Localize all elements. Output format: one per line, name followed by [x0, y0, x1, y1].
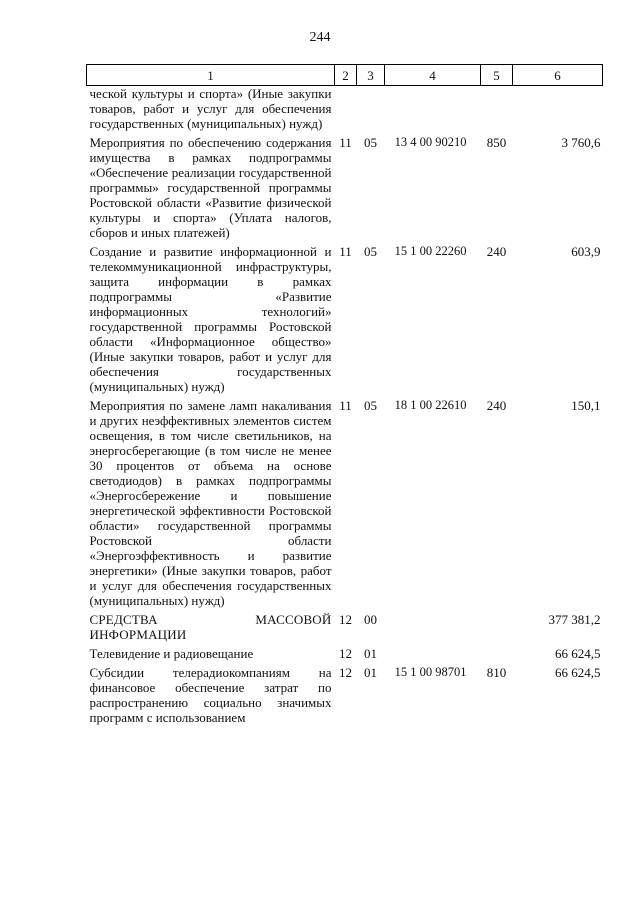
table-row	[87, 642, 603, 661]
row-name: СРЕДСТВА МАССОВОЙ ИНФОРМАЦИИ	[89, 612, 332, 642]
row-section: 12	[339, 665, 352, 680]
row-section	[335, 86, 357, 132]
row-section: 12	[339, 612, 352, 627]
table-row	[87, 661, 603, 725]
row-expense-type: 850	[486, 135, 507, 150]
row-name: Субсидии телерадиокомпаниям на финансовое обеспечение затрат по распространению социально значимых программ с использованием	[89, 665, 332, 725]
budget-table	[86, 64, 603, 725]
row-sum: 150,1	[571, 398, 601, 413]
row-sum: 377 381,2	[548, 612, 601, 627]
table-row	[87, 86, 603, 132]
row-target-article	[385, 608, 481, 642]
row-section: 12	[339, 646, 352, 661]
row-name: Создание и развитие информационной и телекоммуникационной инфраструктуры, защита информации в рамках подпрограммы «Развитие информационных технологий» государственной программы Ростовской области «Информационное общество» (Иные закупки товаров, работ и услуг для обеспечения государственных (муниципальных) нужд)	[89, 244, 332, 394]
row-subsection: 00	[364, 612, 377, 627]
row-sum	[513, 86, 603, 132]
column-header-6: 6	[513, 65, 603, 86]
row-name: Телевидение и радиовещание	[89, 646, 254, 661]
table-row	[87, 608, 603, 642]
table-row	[87, 131, 603, 240]
row-sum: 66 624,5	[555, 665, 601, 680]
table-row	[87, 394, 603, 608]
column-header-5: 5	[481, 65, 513, 86]
row-section: 11	[339, 244, 352, 259]
row-target-article	[385, 86, 481, 132]
row-target-article: 13 4 00 90210	[394, 135, 467, 149]
row-subsection: 05	[364, 135, 377, 150]
row-expense-type	[481, 642, 513, 661]
row-section: 11	[339, 398, 352, 413]
row-name: Мероприятия по замене ламп накаливания и других неэффективных элементов систем освещения, в том числе светильников, на энергосберегающие (в том числе не менее 30 процентов от объема на основе светодиодов) в рамках подпрограммы «Энергосбережение и повышение энергетической эффективности Ростовской области» государственной программы Ростовской области «Энергоэффективность и развитие энергетики» (Иные закупки товаров, работ и услуг для обеспечения государственных (муниципальных) нужд)	[89, 398, 332, 608]
row-sum: 66 624,5	[555, 646, 601, 661]
row-name: Мероприятия по обеспечению содержания имущества в рамках подпрограммы «Обеспечение реализации государственной программы» государственной программы Ростовской области «Развитие физической культуры и спорта» (Уплата налогов, сборов и иных платежей)	[89, 135, 332, 240]
row-target-article	[385, 642, 481, 661]
table-row	[87, 240, 603, 394]
row-name: ческой культуры и спорта» (Иные закупки товаров, работ и услуг для обеспечения государственных (муниципальных) нужд)	[89, 86, 332, 131]
row-subsection: 01	[364, 646, 377, 661]
row-sum: 603,9	[571, 244, 601, 259]
row-subsection	[357, 86, 385, 132]
row-target-article: 15 1 00 22260	[394, 244, 467, 258]
row-subsection: 05	[364, 398, 377, 413]
column-header-2: 2	[335, 65, 357, 86]
row-target-article: 15 1 00 98701	[394, 665, 467, 679]
header-row	[87, 65, 603, 86]
page-number: 244	[309, 30, 331, 45]
row-subsection: 05	[364, 244, 377, 259]
row-expense-type	[481, 86, 513, 132]
row-subsection: 01	[364, 665, 377, 680]
row-expense-type	[481, 608, 513, 642]
row-expense-type: 240	[486, 398, 507, 413]
row-expense-type: 240	[486, 244, 507, 259]
column-header-1: 1	[87, 65, 335, 86]
row-section: 11	[339, 135, 352, 150]
row-sum: 3 760,6	[561, 135, 601, 150]
column-header-4: 4	[385, 65, 481, 86]
row-expense-type: 810	[486, 665, 507, 680]
row-target-article: 18 1 00 22610	[394, 398, 467, 412]
column-header-3: 3	[357, 65, 385, 86]
